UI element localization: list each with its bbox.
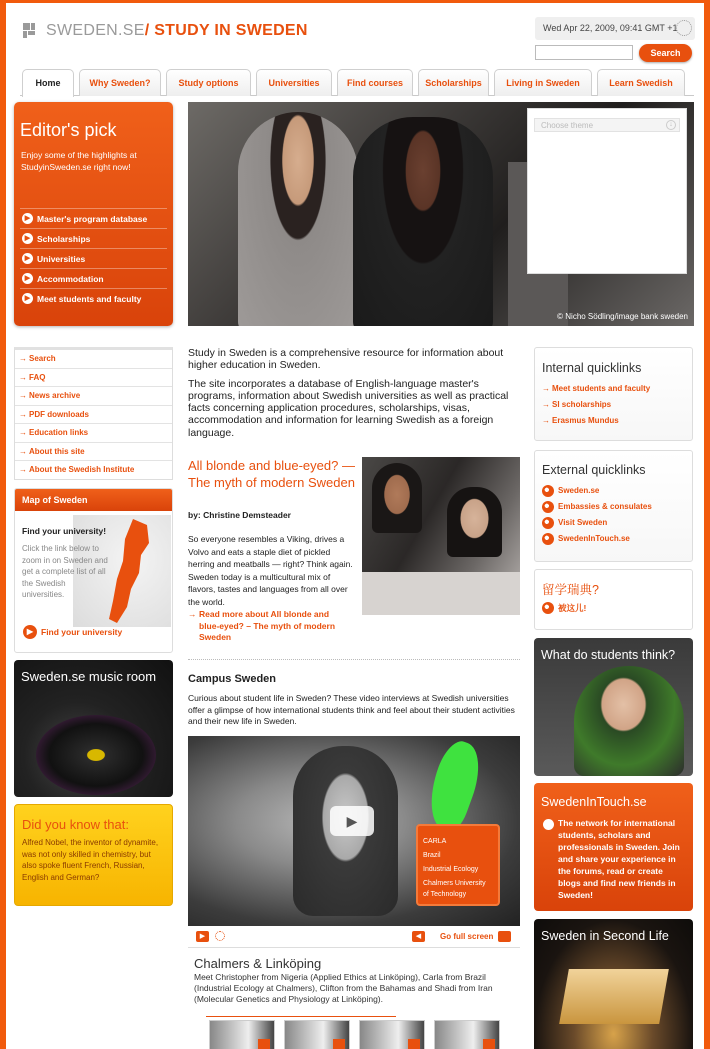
video-thumbnail[interactable]	[209, 1020, 275, 1049]
building-image	[559, 969, 669, 1024]
link-education-links[interactable]: → Education links	[15, 424, 172, 443]
editors-item-label: Accommodation	[37, 274, 104, 284]
student-subject: Industrial Ecology	[423, 866, 479, 873]
vinyl-record-image	[36, 715, 156, 795]
tab-study-options[interactable]: Study options	[166, 69, 251, 96]
internal-quicklinks	[534, 347, 693, 441]
link-about-site[interactable]: → About this site	[15, 443, 172, 462]
article-person-2	[447, 487, 502, 557]
internal-link-meet-students[interactable]: → Meet students and faculty	[542, 384, 650, 393]
clock-icon	[676, 20, 692, 36]
student-country: Brazil	[423, 852, 441, 859]
swedenintouch-box[interactable]	[534, 783, 693, 911]
second-life-title: Sweden in Second Life	[541, 929, 669, 943]
article-title[interactable]: All blonde and blue-eyed? — The myth of modern Sweden	[188, 458, 355, 490]
what-students-title: What do students think?	[541, 648, 676, 662]
theme-select-value: Choose theme	[541, 121, 594, 130]
editors-item-label: Meet students and faculty	[37, 294, 142, 304]
music-room-title: Sweden.se music room	[21, 669, 157, 684]
editors-pick-title: Editor's pick	[20, 120, 117, 140]
map-description: Click the link below to zoom in on Sweden and get a complete list of all the Swedish universities.	[22, 544, 108, 599]
tab-scholarships[interactable]: Scholarships	[418, 69, 489, 96]
article-person-1	[372, 463, 422, 533]
external-link-label: Visit Sweden	[558, 518, 608, 527]
chevron-down-icon: ↓	[666, 120, 676, 130]
video-description: Meet Christopher from Nigeria (Applied Ethics at Linköping), Carla from Brazil (Industrial Ecology at Chalmers), Clifton from the Bahamas and Shadi from Iran (Molecular Genetics and Physiology at Linköping).	[194, 972, 493, 1004]
sweden-green-map	[419, 737, 489, 836]
video-thumbnail[interactable]	[284, 1020, 350, 1049]
map-panel	[14, 488, 173, 653]
external-quicklinks	[534, 450, 693, 562]
article-table	[362, 572, 520, 615]
link-pdf-downloads[interactable]: → PDF downloads	[15, 406, 172, 425]
go-full-screen-link[interactable]: Go full screen	[440, 932, 494, 941]
tab-universities[interactable]: Universities	[256, 69, 332, 96]
search-input[interactable]	[535, 45, 633, 60]
hero-person-right	[353, 117, 493, 326]
hero-image	[188, 102, 694, 326]
external-link-sweden-se[interactable]	[542, 486, 599, 495]
editors-item-meet-students[interactable]	[20, 288, 167, 308]
external-link-label: Sweden.se	[558, 486, 600, 495]
editors-item-label: Universities	[37, 254, 86, 264]
did-you-know-text: Alfred Nobel, the inventor of dynamite, was not only skilled in chemistry, but also spoke fluent French, Russian, English and German?	[22, 838, 159, 882]
internal-quicklinks-title: Internal quicklinks	[542, 361, 642, 375]
internal-link-erasmus[interactable]: → Erasmus Mundus	[542, 416, 619, 425]
thumbnail-progress	[206, 1016, 396, 1017]
play-button-icon[interactable]: ▶	[196, 931, 209, 942]
date-display	[535, 17, 695, 40]
swirl-icon	[542, 602, 554, 614]
video-controls	[188, 926, 520, 948]
fullscreen-icon[interactable]	[498, 931, 511, 942]
chinese-title: 留学瑞典?	[542, 583, 599, 597]
swedenintouch-title: SwedenInTouch.se	[541, 795, 647, 809]
article-image	[362, 457, 520, 615]
intro-paragraph-1: Study in Sweden is a comprehensive resource for information about higher education in Sweden.	[188, 347, 504, 372]
editors-item-masters[interactable]	[20, 208, 167, 228]
editors-pick-text: Enjoy some of the highlights at StudyinSweden.se right now!	[21, 150, 137, 172]
arrow-circle-icon: ▶	[22, 233, 33, 244]
editors-item-scholarships[interactable]	[20, 228, 167, 248]
globe-icon	[543, 819, 554, 830]
swirl-icon	[542, 485, 554, 497]
chinese-box	[534, 569, 693, 630]
map-header: Map of Sweden	[15, 489, 172, 511]
link-about-si[interactable]: → About the Swedish Institute	[15, 461, 172, 480]
chinese-link-label: 被这儿!	[558, 603, 587, 613]
video-player[interactable]	[188, 736, 520, 926]
link-faq[interactable]: → FAQ	[15, 369, 172, 388]
search-button[interactable]: Search	[639, 44, 692, 62]
student-card	[416, 824, 500, 906]
loading-icon	[215, 931, 225, 941]
editors-pick-panel	[14, 102, 173, 326]
chinese-link[interactable]	[542, 602, 586, 614]
external-quicklinks-title: External quicklinks	[542, 463, 646, 477]
external-link-visit-sweden[interactable]	[542, 518, 607, 527]
external-link-embassies[interactable]	[542, 502, 652, 511]
video-thumbnail[interactable]	[359, 1020, 425, 1049]
swirl-icon	[542, 517, 554, 529]
arrow-circle-icon: ▶	[22, 273, 33, 284]
student-name: CARLA	[423, 838, 447, 845]
find-university-link[interactable]	[23, 625, 122, 639]
internal-link-si-scholarships[interactable]: → SI scholarships	[542, 400, 611, 409]
editors-item-universities[interactable]	[20, 248, 167, 268]
photo-credit: © Nicho Södling/image bank sweden	[557, 312, 688, 321]
map-title: Find your university!	[22, 526, 107, 536]
tab-living-in-sweden[interactable]: Living in Sweden	[494, 69, 592, 96]
intro-paragraph-2: The site incorporates a database of English-language master's programs, information about Swedish universities as well as practical facts concerning application procedures, scholarships, visas, accommodation and information for learning Swedish as a foreign language.	[188, 377, 509, 439]
swedenintouch-text: The network for international students, scholars and professionals in Sweden. Join and share your experience in the forums, read or create blogs and find new friends in Sweden!	[558, 818, 680, 900]
editors-item-label: Scholarships	[37, 234, 91, 244]
divider	[188, 659, 520, 660]
link-search[interactable]: → Search	[15, 350, 172, 369]
arrow-circle-icon: ▶	[22, 293, 33, 304]
swirl-icon	[542, 501, 554, 513]
date-text: Wed Apr 22, 2009, 09:41 GMT +1	[543, 23, 678, 33]
intro-text	[188, 347, 518, 445]
theme-select[interactable]	[534, 118, 680, 132]
student-school: Chalmers University of Technology	[423, 880, 486, 898]
tab-home[interactable]: Home	[22, 69, 74, 97]
sound-icon[interactable]: ◀	[412, 931, 425, 942]
external-link-swedenintouch[interactable]	[542, 534, 630, 543]
link-news-archive[interactable]: → News archive	[15, 387, 172, 406]
tab-why-sweden[interactable]: Why Sweden?	[79, 69, 161, 96]
campus-description: Curious about student life in Sweden? These video interviews at Swedish universities offer a glimpse of how international students think and feel about their student activities and their new life in Sweden.	[188, 693, 515, 726]
arrow-circle-icon: ▶	[22, 213, 33, 224]
external-link-label: SwedenInTouch.se	[558, 534, 630, 543]
video-thumbnail[interactable]	[434, 1020, 500, 1049]
external-link-label: Embassies & consulates	[558, 502, 652, 511]
arrow-circle-icon: ▶	[23, 625, 37, 639]
student-photo	[574, 666, 684, 776]
page	[6, 3, 704, 1049]
arrow-circle-icon: ▶	[22, 253, 33, 264]
sweden-logo-icon[interactable]	[23, 23, 39, 39]
tab-find-courses[interactable]: Find courses	[337, 69, 413, 96]
swirl-icon	[542, 533, 554, 545]
find-university-label: Find your university	[41, 627, 123, 637]
what-students-think-banner[interactable]	[534, 638, 693, 776]
main-nav	[20, 69, 694, 96]
theme-panel	[527, 108, 687, 274]
article-byline: by: Christine Demsteader	[188, 510, 291, 520]
site-logo[interactable]	[46, 22, 308, 40]
play-icon[interactable]: ▶	[330, 806, 374, 836]
music-room-banner[interactable]	[14, 660, 173, 797]
editors-item-accommodation[interactable]	[20, 268, 167, 288]
second-life-banner[interactable]	[534, 919, 693, 1049]
campus-title: Campus Sweden	[188, 673, 277, 685]
did-you-know-box	[14, 804, 173, 906]
brand-name: SWEDEN.SE	[46, 22, 145, 39]
brand-section: / STUDY IN SWEDEN	[144, 22, 308, 39]
tab-learn-swedish[interactable]: Learn Swedish	[597, 69, 685, 96]
video-title: Chalmers & Linköping	[194, 956, 322, 971]
article-body: So everyone resembles a Viking, drives a Volvo and eats a staple diet of pickled herring and meatballs — right? Think again. Sweden today is a multicultural mix of flavors, tastes and languages from all over the world.	[188, 534, 353, 607]
hero-person-left	[238, 112, 358, 326]
left-links	[14, 347, 173, 480]
editors-item-label: Master's program database	[37, 214, 148, 224]
article-read-more[interactable]: → Read more about All blonde and blue-eyed? – The myth of modern Sweden	[188, 609, 338, 644]
did-you-know-title: Did you know that:	[22, 817, 129, 832]
